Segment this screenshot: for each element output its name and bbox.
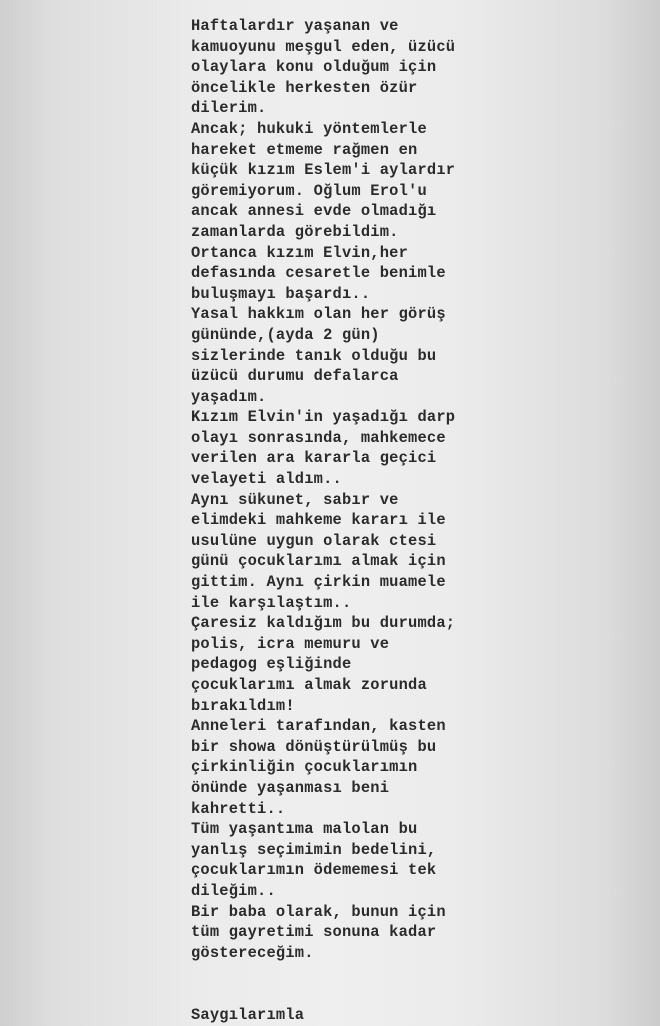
- letter-line: ancak annesi evde olmadığı: [191, 202, 437, 221]
- letter-line: kamuoyunu meşgul eden, üzücü: [191, 37, 456, 56]
- letter-line: zamanlarda görebildim.: [191, 222, 399, 241]
- letter-line: Anneleri tarafından, kasten: [191, 717, 446, 736]
- letter-line: yanlış seçimimin bedelini,: [191, 840, 437, 859]
- closing-line: Saygılarımla: [191, 1005, 305, 1024]
- letter-line: olayı sonrasında, mahkemece: [191, 428, 446, 447]
- letter-line: dileğim..: [191, 881, 276, 900]
- letter-line: gününde,(ayda 2 gün): [191, 325, 380, 344]
- letter-line: hareket etmeme rağmen en: [191, 140, 418, 159]
- letter-line: polis, icra memuru ve: [191, 634, 390, 653]
- letter-line: Çaresiz kaldığım bu durumda;: [191, 614, 456, 633]
- letter-line: usulüne uygun olarak ctesi: [191, 531, 437, 550]
- letter-line: günü çocuklarımı almak için: [191, 552, 446, 571]
- letter-line: Ancak; hukuki yöntemlerle: [191, 119, 427, 138]
- letter-line: çocuklarımı almak zorunda: [191, 676, 427, 694]
- letter-line: kahretti..: [191, 799, 286, 818]
- letter-line: velayeti aldım..: [191, 470, 342, 489]
- letter-line: pedagog eşliğinde: [191, 655, 352, 674]
- letter-line: Ortanca kızım Elvin,her: [191, 243, 409, 262]
- letter-line: bırakıldım!: [191, 696, 295, 715]
- letter-line: tüm gayretimi sonuna kadar: [191, 923, 437, 942]
- letter-line: öncelikle herkesten özür: [191, 78, 418, 97]
- letter-line: üzücü durumu defalarca: [191, 367, 399, 386]
- letter-line: buluşmayı başardı..: [191, 284, 371, 303]
- letter-line: verilen ara kararla geçici: [191, 449, 437, 468]
- letter-line: bir showa dönüştürülmüş bu: [191, 737, 437, 756]
- letter-line: çocuklarımın ödememesi tek: [191, 861, 437, 880]
- letter-line: Bir baba olarak, bunun için: [191, 902, 446, 921]
- letter-line: elimdeki mahkeme kararı ile: [191, 511, 446, 530]
- letter-line: Aynı sükunet, sabır ve: [191, 490, 399, 509]
- letter-line: yaşadım.: [191, 387, 267, 406]
- letter-body: [191, 16, 521, 1025]
- letter-line: ile karşılaştım..: [191, 593, 352, 612]
- letter-line: çirkinliğin çocuklarımın: [191, 758, 418, 777]
- letter-line: Tüm yaşantıma malolan bu: [191, 820, 418, 839]
- blank-line: [191, 963, 521, 1004]
- letter-line: Haftalardır yaşanan ve: [191, 17, 399, 35]
- letter-line: göstereceğim.: [191, 943, 314, 962]
- letter-line: sizlerinde tanık olduğu bu: [191, 346, 437, 365]
- letter-line: defasında cesaretle benimle: [191, 264, 446, 283]
- letter-line: önünde yaşanması beni: [191, 778, 390, 797]
- letter-line: Yasal hakkım olan her görüş: [191, 305, 446, 324]
- letter-line: dilerim.: [191, 99, 267, 118]
- letter-line: göremiyorum. Oğlum Erol'u: [191, 181, 427, 200]
- letter-line: olaylara konu olduğum için: [191, 58, 437, 77]
- letter-line: Kızım Elvin'in yaşadığı darp: [191, 408, 456, 427]
- letter-line: gittim. Aynı çirkin muamele: [191, 573, 446, 592]
- letter-line: küçük kızım Eslem'i aylardır: [191, 161, 456, 180]
